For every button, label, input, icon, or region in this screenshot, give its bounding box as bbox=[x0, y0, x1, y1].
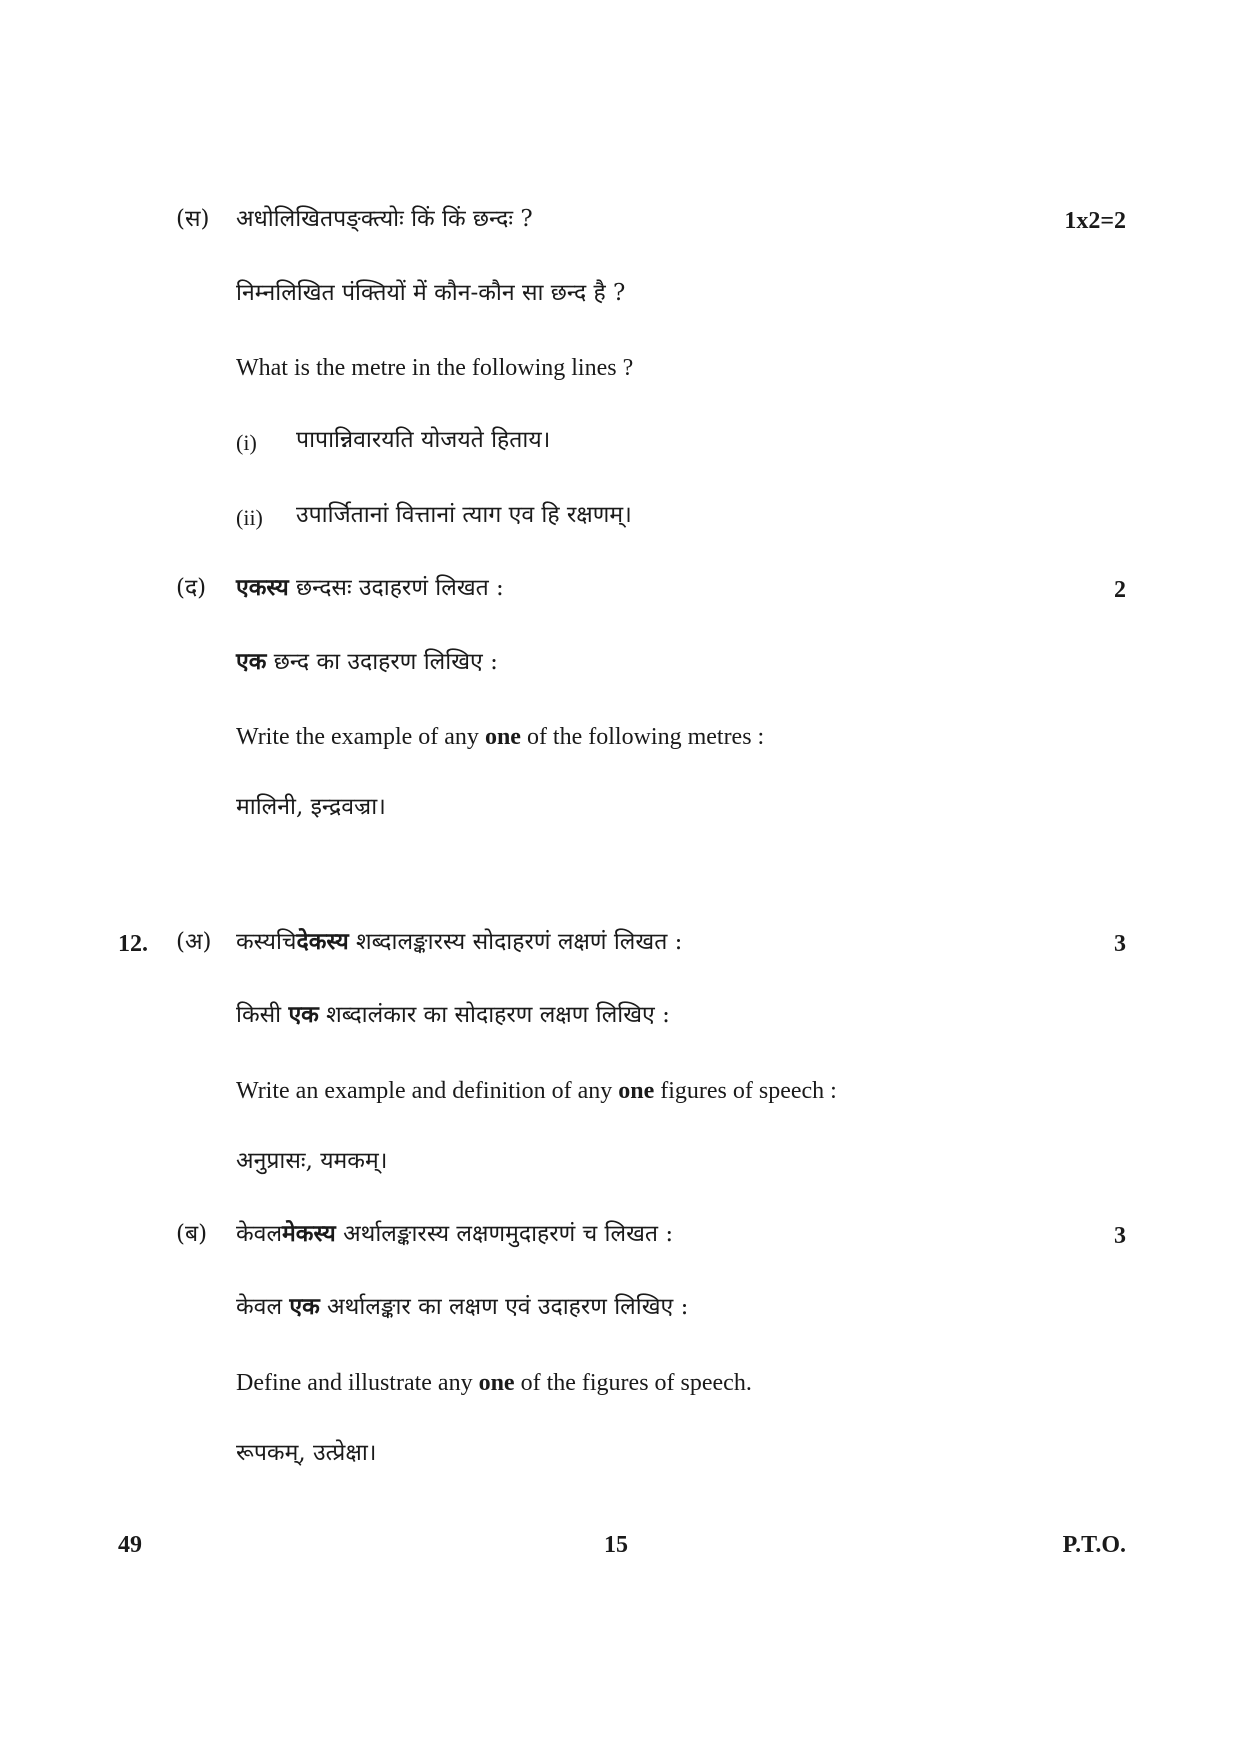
paper-code: 49 bbox=[118, 1532, 142, 1558]
q12-part-b-english-pre: Define and illustrate any bbox=[236, 1370, 479, 1396]
q12-part-a-sanskrit-bold: देकस्य bbox=[296, 928, 349, 955]
please-turn-over: P.T.O. bbox=[1062, 1532, 1126, 1558]
part-d-english-bold: one bbox=[484, 724, 521, 750]
part-s-marks: 1x2=2 bbox=[1064, 208, 1126, 234]
part-d-sanskrit bbox=[236, 573, 504, 603]
q12-part-b-hindi-bold: एक bbox=[289, 1293, 320, 1320]
q12-part-a-marks: 3 bbox=[1114, 931, 1126, 957]
q12-part-b-english bbox=[236, 1368, 752, 1398]
q12-part-a-sanskrit bbox=[236, 927, 682, 957]
part-d-english-pre: Write the example of any bbox=[236, 724, 485, 750]
part-d-options: मालिनी, इन्द्रवज्रा। bbox=[236, 794, 386, 820]
q12-part-a-english-post: figures of speech : bbox=[654, 1078, 837, 1104]
part-d-hindi bbox=[236, 647, 498, 677]
part-s-item-1-text: पापान्निवारयति योजयते हिताय। bbox=[296, 427, 551, 453]
q12-part-b-hindi bbox=[236, 1292, 688, 1322]
part-d-hindi-rest: छन्द का उदाहरण लिखिए : bbox=[266, 649, 498, 675]
q12-part-b-hindi-pre: केवल bbox=[236, 1294, 290, 1320]
q12-part-a-hindi-bold: एक bbox=[288, 1001, 319, 1028]
q12-part-a-english bbox=[236, 1076, 837, 1106]
q12-part-a-english-bold: one bbox=[618, 1078, 655, 1104]
part-d-sanskrit-bold: एकस्य bbox=[236, 574, 289, 601]
part-d-english bbox=[236, 722, 764, 752]
q12-part-a-english-pre: Write an example and definition of any bbox=[236, 1078, 619, 1104]
q12-part-a-options: अनुप्रासः, यमकम्। bbox=[236, 1148, 388, 1174]
part-d-marks: 2 bbox=[1114, 577, 1126, 603]
page-number: 15 bbox=[604, 1532, 628, 1558]
q12-part-b-sanskrit-rest: अर्थालङ्कारस्य लक्षणमुदाहरणं च लिखत : bbox=[335, 1221, 674, 1247]
part-s-english: What is the metre in the following lines ? bbox=[236, 355, 634, 381]
q12-part-b-english-post: of the figures of speech. bbox=[514, 1370, 752, 1396]
q12-part-b-marks: 3 bbox=[1114, 1223, 1126, 1249]
q12-part-a-hindi-pre: किसी bbox=[236, 1002, 289, 1028]
part-s-item-1-num: (i) bbox=[236, 430, 257, 455]
q12-part-a-label: (अ) bbox=[176, 929, 212, 955]
part-s-label: (स) bbox=[176, 206, 210, 232]
q12-part-b-sanskrit bbox=[236, 1219, 673, 1249]
q12-part-a-sanskrit-pre: कस्यचि bbox=[236, 929, 297, 955]
part-s-item-2-num: (ii) bbox=[236, 505, 263, 530]
part-s-item-2-text: उपार्जितानां वित्तानां त्याग एव हि रक्षणम्। bbox=[296, 502, 632, 528]
q12-part-b-sanskrit-bold: मेकस्य bbox=[282, 1220, 336, 1247]
q12-part-b-sanskrit-pre: केवल bbox=[236, 1221, 283, 1247]
part-s-sanskrit: अधोलिखितपङ्क्त्योः किं किं छन्दः ? bbox=[236, 206, 533, 232]
q12-part-a-hindi-rest: शब्दालंकार का सोदाहरण लक्षण लिखिए : bbox=[318, 1002, 670, 1028]
part-d-hindi-bold: एक bbox=[236, 648, 267, 675]
question-12-number: 12. bbox=[118, 931, 148, 957]
q12-part-b-english-bold: one bbox=[478, 1370, 515, 1396]
part-d-english-post: of the following metres : bbox=[520, 724, 765, 750]
q12-part-b-hindi-rest: अर्थालङ्कार का लक्षण एवं उदाहरण लिखिए : bbox=[319, 1294, 689, 1320]
part-d-label: (द) bbox=[176, 575, 207, 601]
part-d-sanskrit-rest: छन्दसः उदाहरणं लिखत : bbox=[288, 575, 504, 601]
q12-part-a-hindi bbox=[236, 1000, 670, 1030]
part-s-hindi: निम्नलिखित पंक्तियों में कौन-कौन सा छन्द है ? bbox=[236, 280, 626, 306]
q12-part-b-label: (ब) bbox=[176, 1221, 208, 1247]
q12-part-a-sanskrit-rest: शब्दालङ्कारस्य सोदाहरणं लक्षणं लिखत : bbox=[348, 929, 683, 955]
q12-part-b-options: रूपकम्, उत्प्रेक्षा। bbox=[236, 1440, 377, 1466]
